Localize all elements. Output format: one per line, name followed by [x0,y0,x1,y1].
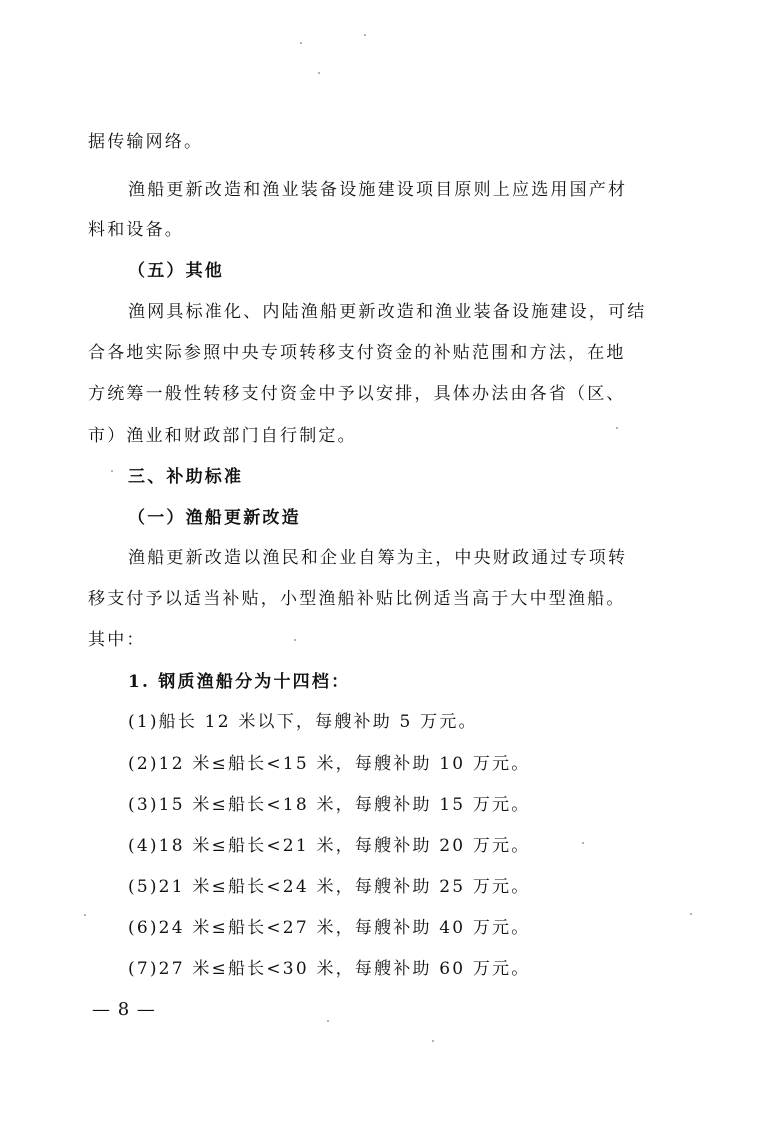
paragraph-line: 料和设备。 [88,220,184,240]
scan-speck [582,842,584,844]
list-item: (2)12 米≤船长<15 米，每艘补助 10 万元。 [128,754,531,774]
section-heading: 三、补助标准 [128,467,244,487]
scan-speck [300,42,302,44]
scan-speck [294,639,296,641]
scan-speck [616,427,618,429]
section-heading: （五）其他 [128,261,224,281]
scan-speck [690,913,692,915]
list-item: (1)船长 12 米以下，每艘补助 5 万元。 [128,712,478,732]
list-item: (3)15 米≤船长<18 米，每艘补助 15 万元。 [128,795,531,815]
scan-speck [318,72,320,74]
paragraph-line: 移支付予以适当补贴，小型渔船补贴比例适当高于大中型渔船。 [88,589,626,609]
paragraph-line: 渔船更新改造和渔业装备设施建设项目原则上应选用国产材 [128,180,628,200]
list-item: (4)18 米≤船长<21 米，每艘补助 20 万元。 [128,836,531,856]
scan-speck [84,914,86,916]
subsection-heading: （一）渔船更新改造 [128,508,301,528]
scan-speck [327,1020,329,1022]
paragraph-line: 市）渔业和财政部门自行制定。 [88,426,357,446]
paragraph-line: 方统筹一般性转移支付资金中予以安排，具体办法由各省（区、 [88,384,626,404]
scan-speck [364,34,366,36]
paragraph-line: 据传输网络。 [88,132,204,152]
paragraph-line: 合各地实际参照中央专项转移支付资金的补贴范围和方法，在地 [88,343,626,363]
paragraph-line: 渔网具标准化、内陆渔船更新改造和渔业装备设施建设，可结 [128,302,647,322]
page-number: — 8 — [92,999,156,1020]
paragraph-line: 其中： [88,630,146,650]
list-item: (7)27 米≤船长<30 米，每艘补助 60 万元。 [128,959,531,979]
list-item: (6)24 米≤船长<27 米，每艘补助 40 万元。 [128,918,531,938]
list-heading: 1. 钢质渔船分为十四档： [128,672,351,692]
scan-speck [111,470,113,472]
scan-speck [432,1040,434,1042]
list-item: (5)21 米≤船长<24 米，每艘补助 25 万元。 [128,877,531,897]
paragraph-line: 渔船更新改造以渔民和企业自筹为主，中央财政通过专项转 [128,548,628,568]
